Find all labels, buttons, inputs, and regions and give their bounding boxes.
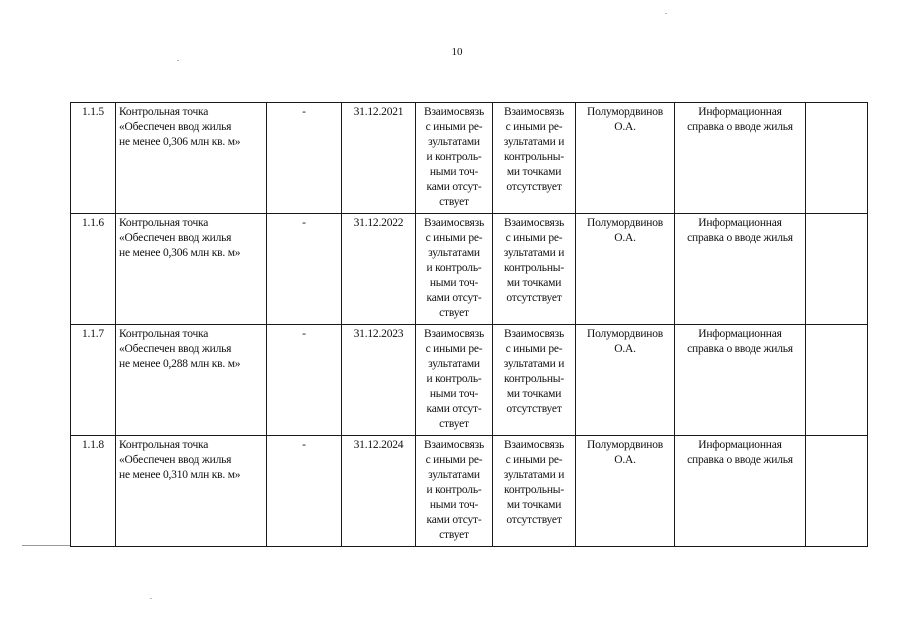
start-date: - [267,214,342,325]
responsible: Полумордвинов О.А. [576,325,675,436]
table-row [71,325,868,436]
extra-cell [806,436,868,547]
start-date: - [267,436,342,547]
row-number: 1.1.6 [71,214,116,325]
extra-cell [806,325,868,436]
link-points: Взаимосвязь с иными ре- зультатами и контрольны- ми точками отсутствует [493,436,576,547]
name-line: не менее 0,288 млн кв. м» [119,358,241,370]
name-line: Контрольная точка [119,439,209,451]
start-date: - [267,103,342,214]
table-row [71,214,868,325]
name-line: «Обеспечен ввод жилья [119,232,232,244]
name-line: не менее 0,310 млн кв. м» [119,469,241,481]
document: Информационная справка о вводе жилья [675,214,806,325]
name-line: «Обеспечен ввод жилья [119,454,232,466]
name-line: Контрольная точка [119,106,209,118]
row-number: 1.1.8 [71,436,116,547]
document: Информационная справка о вводе жилья [675,325,806,436]
name-line: Контрольная точка [119,217,209,229]
row-number: 1.1.7 [71,325,116,436]
name-line: Контрольная точка [119,328,209,340]
link-points: Взаимосвязь с иными ре- зультатами и контрольны- ми точками отсутствует [493,325,576,436]
link-results: Взаимосвязь с иными ре- зультатами и контроль- ными точ- ками отсут- ствует [416,214,493,325]
name-line: не менее 0,306 млн кв. м» [119,136,241,148]
end-date: 31.12.2024 [342,436,416,547]
responsible: Полумордвинов О.А. [576,436,675,547]
responsible: Полумордвинов О.А. [576,103,675,214]
scan-artifact-dot [150,598,152,599]
scan-artifact-dot [665,13,667,14]
row-number: 1.1.5 [71,103,116,214]
control-point-name [116,325,267,436]
link-results: Взаимосвязь с иными ре- зультатами и контроль- ными точ- ками отсут- ствует [416,325,493,436]
control-point-name [116,214,267,325]
control-points-table [70,102,868,547]
link-points: Взаимосвязь с иными ре- зультатами и контрольны- ми точками отсутствует [493,103,576,214]
extra-cell [806,103,868,214]
scan-artifact-dot [177,60,179,61]
end-date: 31.12.2023 [342,325,416,436]
end-date: 31.12.2022 [342,214,416,325]
responsible: Полумордвинов О.А. [576,214,675,325]
name-line: «Обеспечен ввод жилья [119,121,232,133]
link-results: Взаимосвязь с иными ре- зультатами и контроль- ными точ- ками отсут- ствует [416,436,493,547]
link-points: Взаимосвязь с иными ре- зультатами и контрольны- ми точками отсутствует [493,214,576,325]
name-line: не менее 0,306 млн кв. м» [119,247,241,259]
table-row [71,436,868,547]
control-point-name [116,436,267,547]
control-point-name [116,103,267,214]
start-date: - [267,325,342,436]
table-row [71,103,868,214]
link-results: Взаимосвязь с иными ре- зультатами и контроль- ными точ- ками отсут- ствует [416,103,493,214]
scan-artifact-line [22,545,70,546]
end-date: 31.12.2021 [342,103,416,214]
page-number: 10 [451,46,463,58]
extra-cell [806,214,868,325]
document: Информационная справка о вводе жилья [675,103,806,214]
document: Информационная справка о вводе жилья [675,436,806,547]
name-line: «Обеспечен ввод жилья [119,343,232,355]
